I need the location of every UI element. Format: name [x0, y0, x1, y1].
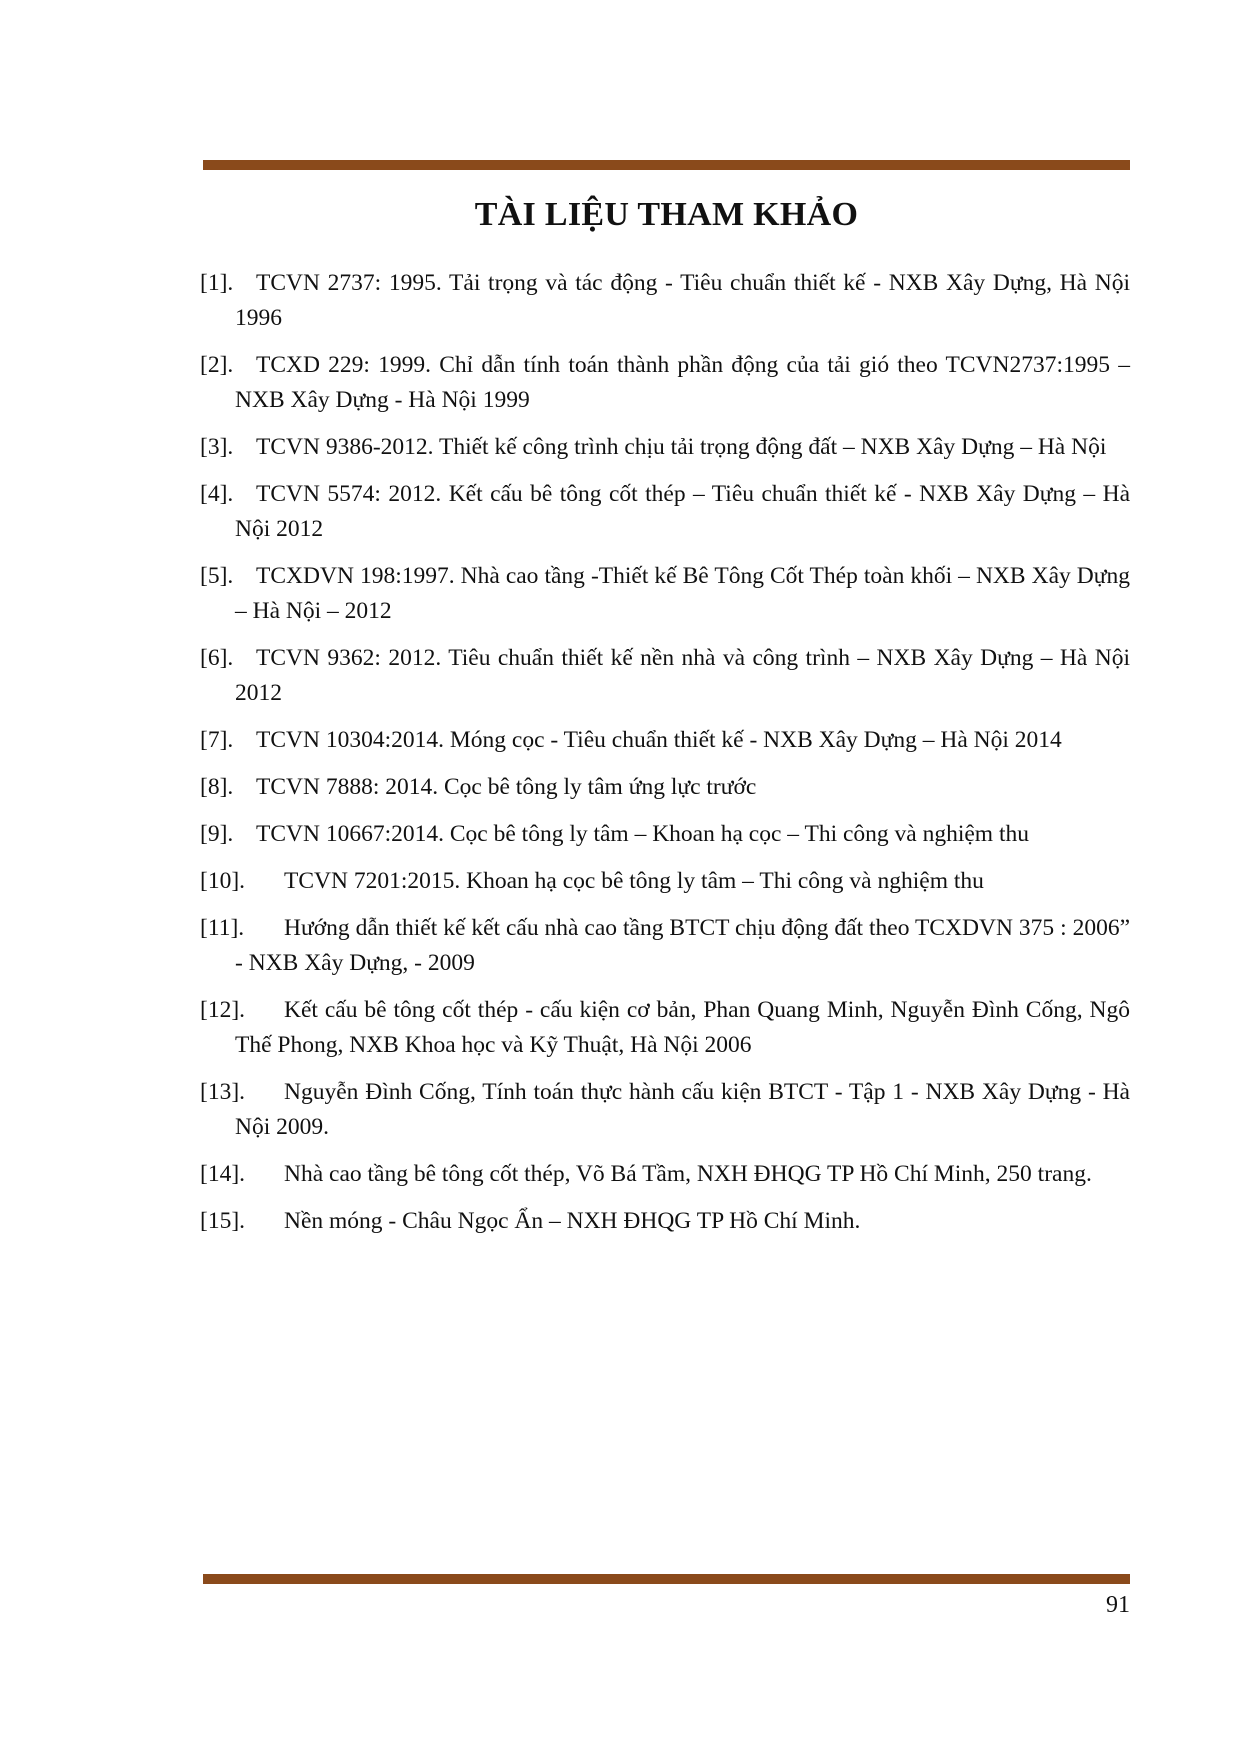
reference-list	[200, 266, 1130, 1251]
reference-text: TCVN 9362: 2012. Tiêu chuẩn thiết kế nền nhà và công trình – NXB Xây Dựng – Hà Nội 2012	[235, 645, 1130, 706]
reference-number: [5].	[200, 563, 234, 589]
reference-number: [14].	[200, 1161, 246, 1187]
reference-number: [7].	[200, 727, 234, 753]
reference-text: Nguyễn Đình Cống, Tính toán thực hành cấu kiện BTCT - Tập 1 - NXB Xây Dựng - Hà Nội 2009.	[235, 1079, 1130, 1140]
reference-item	[200, 864, 1130, 899]
reference-number: [10].	[200, 868, 246, 894]
reference-item	[200, 723, 1130, 758]
top-divider	[203, 160, 1130, 170]
reference-number: [12].	[200, 997, 246, 1023]
reference-text: TCXD 229: 1999. Chỉ dẫn tính toán thành phần động của tải gió theo TCVN2737:1995 – NXB Xây Dựng - Hà Nội 1999	[235, 352, 1130, 413]
reference-number: [4].	[200, 481, 234, 507]
reference-text: TCVN 10667:2014. Cọc bê tông ly tâm – Khoan hạ cọc – Thi công và nghiệm thu	[256, 821, 1029, 847]
reference-number: [8].	[200, 774, 234, 800]
reference-item	[200, 993, 1130, 1063]
reference-number: [15].	[200, 1208, 246, 1234]
reference-item	[200, 430, 1130, 465]
reference-text: TCVN 7888: 2014. Cọc bê tông ly tâm ứng lực trước	[256, 774, 757, 800]
reference-text: Hướng dẫn thiết kế kết cấu nhà cao tầng BTCT chịu động đất theo TCXDVN 375 : 2006” - NXB Xây Dựng, - 2009	[235, 915, 1130, 976]
page-title: TÀI LIỆU THAM KHẢO	[474, 196, 859, 233]
reference-number: [13].	[200, 1079, 246, 1105]
reference-item	[200, 770, 1130, 805]
reference-text: TCVN 10304:2014. Móng cọc - Tiêu chuẩn thiết kế - NXB Xây Dựng – Hà Nội 2014	[256, 727, 1062, 753]
reference-item	[200, 1204, 1130, 1239]
reference-item	[200, 348, 1130, 418]
reference-text: Nhà cao tầng bê tông cốt thép, Võ Bá Tầm, NXH ĐHQG TP Hồ Chí Minh, 250 trang.	[284, 1161, 1092, 1187]
reference-text: TCVN 2737: 1995. Tải trọng và tác động - Tiêu chuẩn thiết kế - NXB Xây Dựng, Hà Nội 1996	[235, 270, 1130, 331]
reference-number: [3].	[200, 434, 234, 460]
reference-number: [2].	[200, 352, 234, 378]
reference-text: TCVN 7201:2015. Khoan hạ cọc bê tông ly tâm – Thi công và nghiệm thu	[284, 868, 984, 894]
reference-item	[200, 477, 1130, 547]
reference-item	[200, 1075, 1130, 1145]
reference-text: TCVN 9386-2012. Thiết kế công trình chịu tải trọng động đất – NXB Xây Dựng – Hà Nội	[256, 434, 1107, 460]
reference-number: [9].	[200, 821, 234, 847]
reference-item	[200, 266, 1130, 336]
reference-number: [11].	[200, 915, 245, 941]
reference-number: [6].	[200, 645, 234, 671]
reference-text: Nền móng - Châu Ngọc Ẩn – NXH ĐHQG TP Hồ Chí Minh.	[284, 1208, 861, 1234]
reference-item	[200, 817, 1130, 852]
reference-item	[200, 1157, 1130, 1192]
bottom-divider	[203, 1574, 1130, 1584]
reference-text: Kết cấu bê tông cốt thép - cấu kiện cơ bản, Phan Quang Minh, Nguyễn Đình Cống, Ngô Thế Phong, NXB Khoa học và Kỹ Thuật, Hà Nội 2006	[235, 997, 1130, 1058]
reference-item	[200, 911, 1130, 981]
reference-text: TCXDVN 198:1997. Nhà cao tầng -Thiết kế Bê Tông Cốt Thép toàn khối – NXB Xây Dựng – Hà Nội – 2012	[235, 563, 1130, 624]
reference-item	[200, 641, 1130, 711]
page-number: 91	[1106, 1592, 1130, 1618]
reference-text: TCVN 5574: 2012. Kết cấu bê tông cốt thép – Tiêu chuẩn thiết kế - NXB Xây Dựng – Hà Nội 2012	[235, 481, 1130, 542]
reference-item	[200, 559, 1130, 629]
reference-number: [1].	[200, 270, 234, 296]
